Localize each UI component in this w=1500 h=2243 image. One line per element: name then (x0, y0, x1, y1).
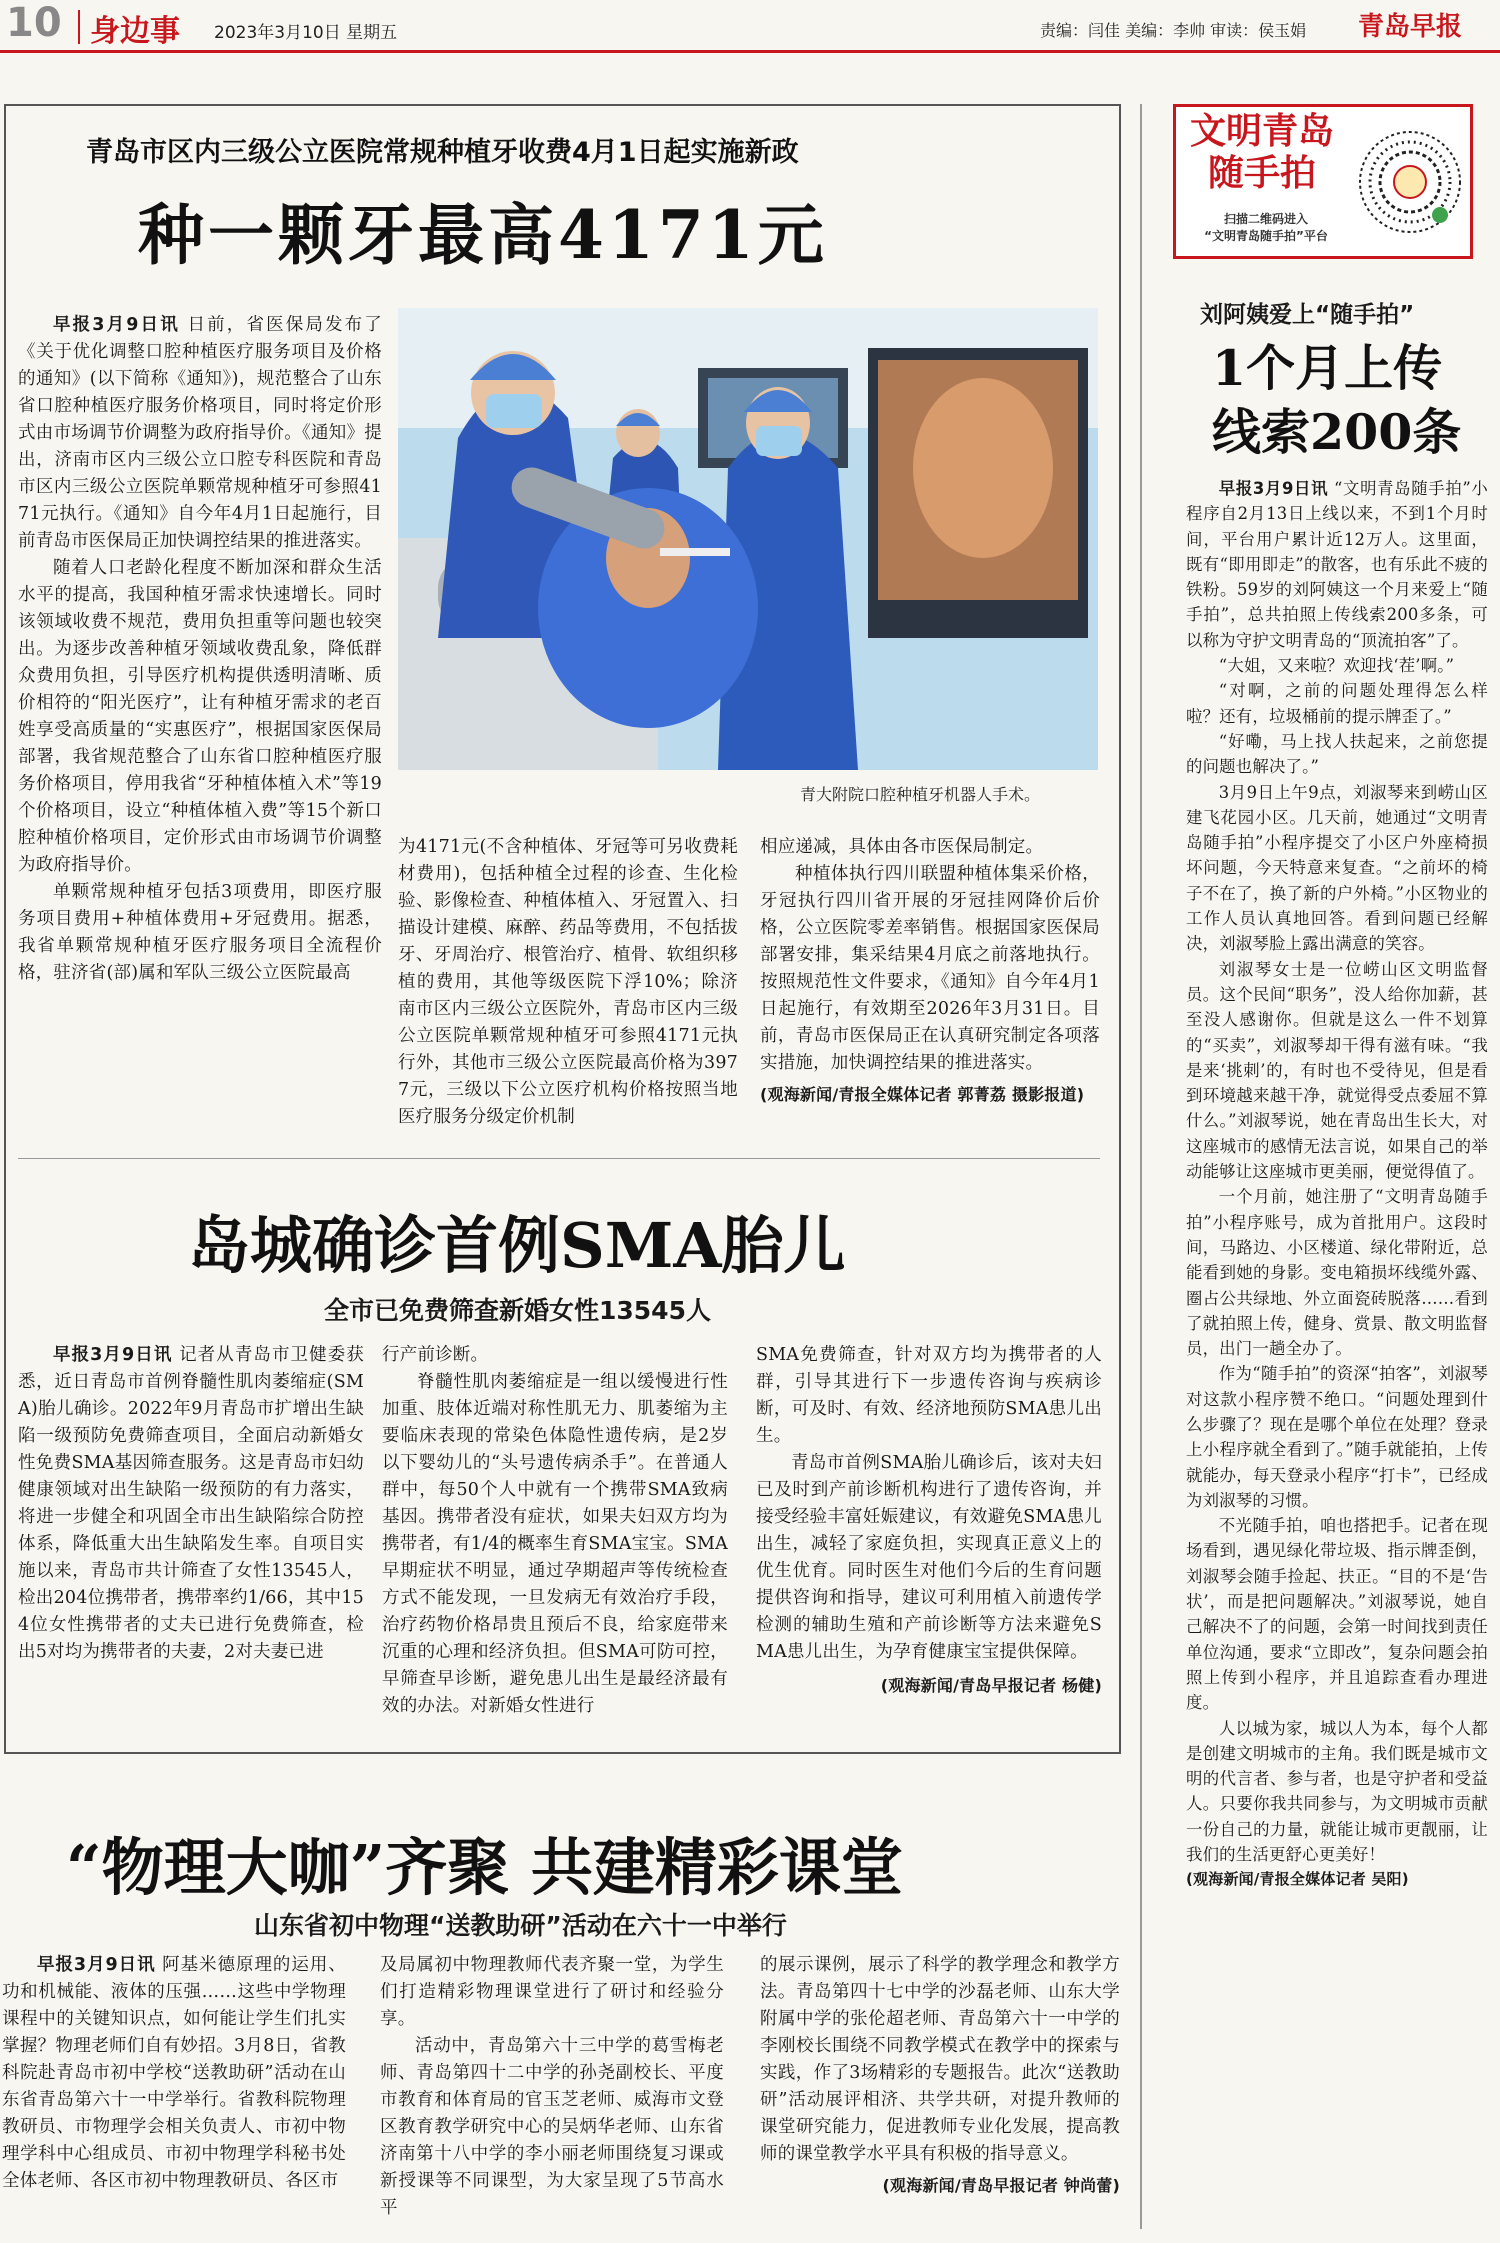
sidebar-headline (1212, 336, 1461, 464)
article3-headline: “物理大咖”齐聚 共建精彩课堂 (66, 1831, 903, 1904)
article2-subhead: 全市已免费筛查新婚女性13545人 (324, 1296, 711, 1325)
section-title: 身边事 (90, 14, 180, 49)
dental-robot-surgery-photo (398, 308, 1098, 770)
article1-headline: 种一颗牙最高4171元 (138, 196, 828, 274)
issue-date: 2023年3月10日 星期五 (214, 23, 398, 43)
article2-col2 (382, 1342, 728, 1720)
qr-code-icon[interactable] (1354, 115, 1466, 249)
article3-para1: 阿基米德原理的运用、功和机械能、液体的压强……这些中学物理课程中的关键知识点，如何能让学生们扎实掌握？物理老师们自有妙招。3月8日，省教科院赴青岛市初中学校“送教助研”活动在山东省青岛第六十一中学举行。省教科院物理教研员、市物理学会相关负责人、市初中物理学科中心组成员、市初中物理学科秘书处全体老师、各区市初中物理教研员、各区市 (2, 1955, 346, 2191)
ad-hint-line1: 扫描二维码进入 (1223, 212, 1308, 226)
article3-col2 (380, 1952, 724, 2222)
sidebar-para7: 一个月前，她注册了“文明青岛随手拍”小程序账号，成为首批用户。这段时间，马路边、小区楼道、绿化带附近，总能看到她的身影。变电箱损坏线缆外露、圈占公共绿地、外立面瓷砖脱落……看到了就拍照上传，健身、赏景、散文明监督员，出门一趟全办了。 (1186, 1187, 1488, 1359)
article3-col1 (2, 1952, 346, 2195)
article1-col1 (18, 312, 382, 987)
article1-col3 (760, 834, 1100, 1108)
page-number: 10 (6, 0, 62, 46)
article1-para3: 单颗常规种植牙包括3项费用，即医疗服务项目费用+种植体费用+牙冠费用。据悉，我省单颗常规种植牙医疗服务项目全流程价格，驻济省(部)属和军队三级公立医院最高 (18, 882, 382, 983)
article3-col3 (760, 1952, 1120, 2199)
article2-col3-para1: SMA免费筛查，针对双方均为携带者的人群，引导其进行下一步遗传咨询与疾病诊断，可及时、有效、经济地预防SMA患儿出生。 (756, 1345, 1102, 1446)
article1-kicker: 青岛市区内三级公立医院常规种植牙收费4月1日起实施新政 (86, 137, 799, 168)
ad-hint-line2: “文明青岛随手拍”平台 (1204, 229, 1328, 243)
article3-col2-para1: 及局属初中物理教师代表齐聚一堂，为学生们打造精彩物理课堂进行了研讨和经验分享。 (380, 1955, 724, 2029)
civic-app-ad (1173, 104, 1473, 259)
sidebar-para4: “好嘞，马上找人扶起来，之前您提的问题也解决了。” (1186, 731, 1488, 777)
article3-col3-text: 的展示课例，展示了科学的教学理念和教学方法。青岛第四十七中学的沙磊老师、山东大学附属中学的张伦超老师、青岛第六十一中学的李刚校长围绕不同教学模式在教学中的探索与实践，作了3场精彩的专题报告。此次“送教助研”活动展评相济、共学共研，对提升教师的课堂研究能力，促进教师专业化发展，提高教师的课堂教学水平具有积极的指导意义。 (760, 1955, 1120, 2164)
article1-byline: (观海新闻/青报全媒体记者 郭菁荔 摄影报道) (760, 1085, 1085, 1104)
article3-col2-para2: 活动中，青岛第六十三中学的葛雪梅老师、青岛第四十二中学的孙尧副校长、平度市教育和体育局的官玉芝老师、威海市文登区教育教学研究中心的吴炳华老师、山东省济南第十八中学的李小丽老师围绕复习课或新授课等不同课型，为大家呈现了5节高水平 (380, 2036, 724, 2218)
article1-dateline: 早报3月9日讯 (53, 315, 180, 335)
sidebar-para6: 刘淑琴女士是一位崂山区文明监督员。这个民间“职务”，没人给你加薪，甚至没人感谢你。但就是这么一件不划算的“买卖”，刘淑琴却干得有滋有味。“我是来‘挑刺’的，有时也不受待见，但是看到环境越来越干净，就觉得受点委屈不算什么。”刘淑琴说，她在青岛出生长大，对这座城市的感情无法言说，如果自己的举动能够让这座城市更美丽，便觉得值了。 (1186, 959, 1488, 1182)
sidebar-para5: 3月9日上午9点，刘淑琴来到崂山区建飞花园小区。几天前，她通过“文明青岛随手拍”小程序提交了小区户外座椅损坏问题，今天特意来复查。“之前坏的椅子不在了，换了新的户外椅。”小区物业的工作人员认真地回答。看到问题已经解决，刘淑琴脸上露出满意的笑容。 (1186, 782, 1488, 954)
article2-dateline: 早报3月9日讯 (53, 1345, 173, 1365)
sidebar-dateline: 早报3月9日讯 (1218, 479, 1329, 498)
sidebar-divider (1140, 104, 1142, 2229)
article3-byline: (观海新闻/青岛早报记者 钟尚蕾) (882, 2176, 1120, 2195)
article2-para1: 记者从青岛市卫健委获悉，近日青岛市首例脊髓性肌肉萎缩症(SMA)胎儿确诊。2022年9月青岛市扩增出生缺陷一级预防免费筛查项目，全面启动新婚女性免费SMA基因筛查服务。这是青岛市妇幼健康领域对出生缺陷一级预防的有力落实，将进一步健全和巩固全市出生缺陷综合防控体系，降低重大出生缺陷发生率。自项目实施以来，青岛市共计筛查了女性13545人，检出204位携带者，携带率约1/66，其中154位女性携带者的丈夫已进行免费筛查，检出5对均为携带者的夫妻，2对夫妻已进 (18, 1345, 365, 1662)
sidebar-para8: 作为“随手拍”的资深“拍客”，刘淑琴对这款小程序赞不绝口。“问题处理到什么步骤了？现在是哪个单位在处理？登录上小程序就全看到了。”随手就能拍，上传就能办，每天登录小程序“打卡”，已经成为刘淑琴的习惯。 (1186, 1364, 1488, 1510)
article1-para1: 日前，省医保局发布了《关于优化调整口腔种植医疗服务项目及价格的通知》(以下简称《通知》)，规范整合了山东省口腔种植医疗服务价格项目，同时将定价形式由市场调节价调整为政府指导价。《通知》提出，济南市区内三级公立口腔专科医院和青岛市区内三级公立医院单颗常规种植牙可参照4171元执行。《通知》自今年4月1日起施行，目前青岛市医保局正加快调控结果的推进落实。 (18, 315, 382, 551)
header-rule (0, 50, 1500, 53)
article2-col3-para2: 青岛市首例SMA胎儿确诊后，该对夫妇已及时到产前诊断机构进行了遗传咨询，并接受经验丰富妊娠建议，有效避免SMA患儿出生，减轻了家庭负担，实现真正意义上的优生优育。同时医生对他们今后的生育问题提供咨询和指导，建议可利用植入前遗传学检测的辅助生殖和产前诊断等方法来避免SMA患儿出生，为孕育健康宝宝提供保障。 (756, 1453, 1102, 1662)
article2-col1 (18, 1342, 364, 1666)
photo-caption: 青大附院口腔种植牙机器人手术。 (800, 785, 1041, 804)
article1-col3-para2: 种植体执行四川联盟种植体集采价格，牙冠执行四川省开展的牙冠挂网降价后价格，公立医院零差率销售。根据国家医保局部署安排，集采结果4月底之前落地执行。按照规范性文件要求，《通知》自今年4月1日起施行，有效期至2026年3月31日。目前，青岛市医保局正在认真研究制定各项落实措施，加快调控结果的推进落实。 (760, 864, 1100, 1073)
sidebar-byline: (观海新闻/青报全媒体记者 吴阳) (1186, 1870, 1409, 1889)
photo-illustration (398, 308, 1098, 770)
ad-title (1182, 111, 1342, 195)
editor-credits: 责编：闫佳 美编：李帅 审读：侯玉娟 (1040, 21, 1307, 40)
article2-col3 (756, 1342, 1102, 1699)
sidebar-para10: 人以城为家，城以人为本，每个人都是创建文明城市的主角。我们既是城市文明的代言者、参与者，也是守护者和受益人。只要你我共同参与，为文明城市贡献一份自己的力量，就能让城市更靓丽，让我们的生活更舒心更美好！ (1186, 1718, 1488, 1865)
ad-hint (1184, 211, 1348, 245)
article3-subhead: 山东省初中物理“送教助研”活动在六十一中举行 (254, 1911, 787, 1940)
article2-col2-para1: 行产前诊断。 (382, 1345, 489, 1365)
header-divider (78, 10, 80, 44)
sidebar-para1: “文明青岛随手拍”小程序自2月13日上线以来，不到1个月时间，平台用户累计近12万人。这里面，既有“即用即走”的散客，也有乐此不疲的铁粉。59岁的刘阿姨这一个月来爱上“随手拍”，总共拍照上传线索200多条，可以称为守护文明青岛的“顶流拍客”了。 (1186, 479, 1488, 650)
article2-byline: (观海新闻/青岛早报记者 杨健) (880, 1676, 1102, 1695)
article1-col3-para1: 相应递减，具体由各市医保局制定。 (760, 837, 1044, 857)
article-divider (18, 1158, 1100, 1159)
ad-title-line2: 随手拍 (1207, 153, 1316, 194)
ad-title-line1: 文明青岛 (1189, 111, 1334, 152)
sidebar-headline-line1: 1个月上传 (1212, 339, 1443, 397)
article3-dateline: 早报3月9日讯 (37, 1955, 156, 1975)
newspaper-logo: 青岛早报 (1358, 12, 1463, 42)
article2-headline: 岛城确诊首例SMA胎儿 (188, 1209, 846, 1282)
sidebar-para2: “大姐，又来啦？欢迎找‘茬’啊。” (1218, 656, 1455, 676)
article1-col2 (398, 834, 738, 1131)
sidebar-para3: “对啊，之前的问题处理得怎么样啦？还有，垃圾桶前的提示牌歪了。” (1186, 681, 1488, 726)
sidebar-kicker: 刘阿姨爱上“随手拍” (1200, 302, 1415, 328)
sidebar-headline-line2: 线索200条 (1212, 403, 1462, 461)
article2-col2-para2: 脊髓性肌肉萎缩症是一组以缓慢进行性加重、肢体近端对称性肌无力、肌萎缩为主要临床表现的常染色体隐性遗传病，是2岁以下婴幼儿的“头号遗传病杀手”。在普通人群中，每50个人中就有一个携带SMA致病基因。携带者没有症状，如果夫妇双方均为携带者，有1/4的概率生育SMA宝宝。SMA早期症状不明显，通过孕期超声等传统检查方式不能发现，一旦发病无有效治疗手段，治疗药物价格昂贵且预后不良，给家庭带来沉重的心理和经济负担。但SMA可防可控，早筛查早诊断，避免患儿出生是最经济最有效的办法。对新婚女性进行 (382, 1372, 728, 1716)
article1-col2-text: 为4171元(不含种植体、牙冠等可另收费耗材费用)，包括种植全过程的诊查、生化检验、影像检查、种植体植入、牙冠置入、扫描设计建模、麻醉、药品等费用，不包括拔牙、牙周治疗、根管治疗、植骨、软组织移植的费用，其他等级医院下浮10%；除济南市区内三级公立医院外，青岛市区内三级公立医院单颗常规种植牙可参照4171元执行外，其他市三级公立医院最高价格为3977元，三级以下公立医疗机构价格按照当地医疗服务分级定价机制 (398, 837, 738, 1127)
sidebar-body (1186, 476, 1488, 1893)
article1-para2: 随着人口老龄化程度不断加深和群众生活水平的提高，我国种植牙需求快速增长。同时该领域收费不规范，费用负担重等问题也较突出。为逐步改善种植牙领域收费乱象，降低群众费用负担，引导医疗机构提供透明清晰、质价相符的“阳光医疗”，让有种植牙需求的老百姓享受高质量的“实惠医疗”，根据国家医保局部署，我省规范整合了山东省口腔种植医疗服务价格项目，停用我省“牙种植体植入术”等19个价格项目，设立“种植体植入费”等15个新口腔种植价格项目，定价形式由市场调节价调整为政府指导价。 (18, 558, 382, 875)
sidebar-para9: 不光随手拍，咱也搭把手。记者在现场看到，遇见绿化带垃圾、指示牌歪倒，刘淑琴会随手捡起、扶正。“目的不是‘告状’，而是把问题解决。”刘淑琴说，她自己解决不了的问题，会第一时间找到责任单位沟通，要求“立即改”，复杂问题会拍照上传到小程序，并且追踪查看办理进度。 (1186, 1516, 1488, 1713)
